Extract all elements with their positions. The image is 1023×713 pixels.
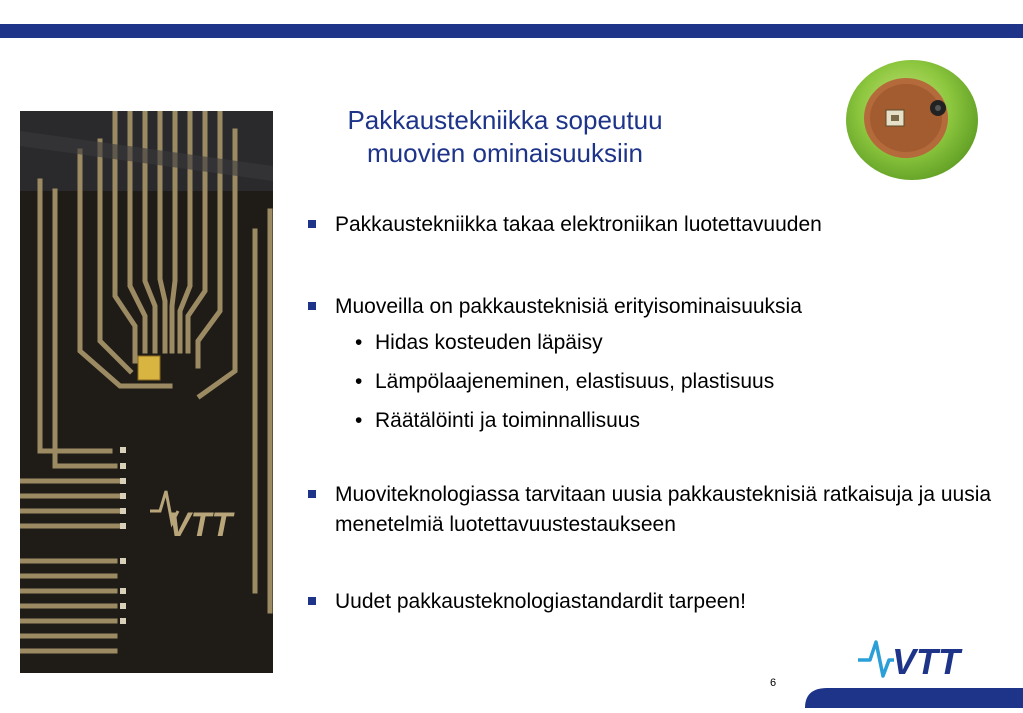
sub-bullet-text: Räätälöinti ja toiminnallisuus (375, 409, 640, 432)
sub-bullet-text: Hidas kosteuden läpäisy (375, 331, 603, 354)
bullet-item (308, 587, 1008, 617)
photo-vtt-logo: VTT (168, 506, 233, 544)
square-bullet-icon (308, 302, 316, 310)
square-bullet-icon (308, 490, 316, 498)
sub-bullet-item (308, 328, 1008, 358)
square-bullet-icon (308, 220, 316, 228)
bullet-text: Uudet pakkausteknologiastandardit tarpeen! (335, 590, 746, 613)
square-bullet-icon (308, 597, 316, 605)
top-brand-bar (0, 24, 1023, 38)
circuit-photo (20, 111, 273, 673)
bullet-item (308, 210, 1008, 240)
page-number: 6 (770, 677, 777, 689)
dot-bullet-icon: • (355, 409, 363, 432)
dot-bullet-icon: • (355, 370, 363, 393)
sub-bullet-item (308, 406, 1008, 436)
bottom-brand-shape (805, 684, 1023, 713)
bullet-item (308, 480, 1008, 540)
sub-bullet-text: Lämpölaajeneminen, elastisuus, plastisuus (375, 370, 775, 393)
slide-title (305, 104, 705, 170)
bullet-item (308, 292, 1008, 322)
sub-bullet-item (308, 367, 1008, 397)
vtt-logo-text: VTT (892, 641, 960, 681)
vtt-logo (856, 636, 981, 686)
bullet-text: Muoveilla on pakkausteknisiä erityisominaisuuksia (335, 295, 802, 318)
coin-sensor-photo (846, 60, 978, 180)
bullet-text: Pakkaustekniikka takaa elektroniikan luotettavuuden (335, 213, 822, 236)
bullet-list (308, 210, 1008, 617)
dot-bullet-icon: • (355, 331, 363, 354)
bullet-text: Muoviteknologiassa tarvitaan uusia pakkausteknisiä ratkaisuja ja uusia menetelmiä luotettavuustestaukseen (335, 483, 992, 536)
slide-title-line1: Pakkaustekniikka sopeutuu (347, 105, 663, 135)
slide-title-line2: muovien ominaisuuksiin (366, 138, 644, 168)
